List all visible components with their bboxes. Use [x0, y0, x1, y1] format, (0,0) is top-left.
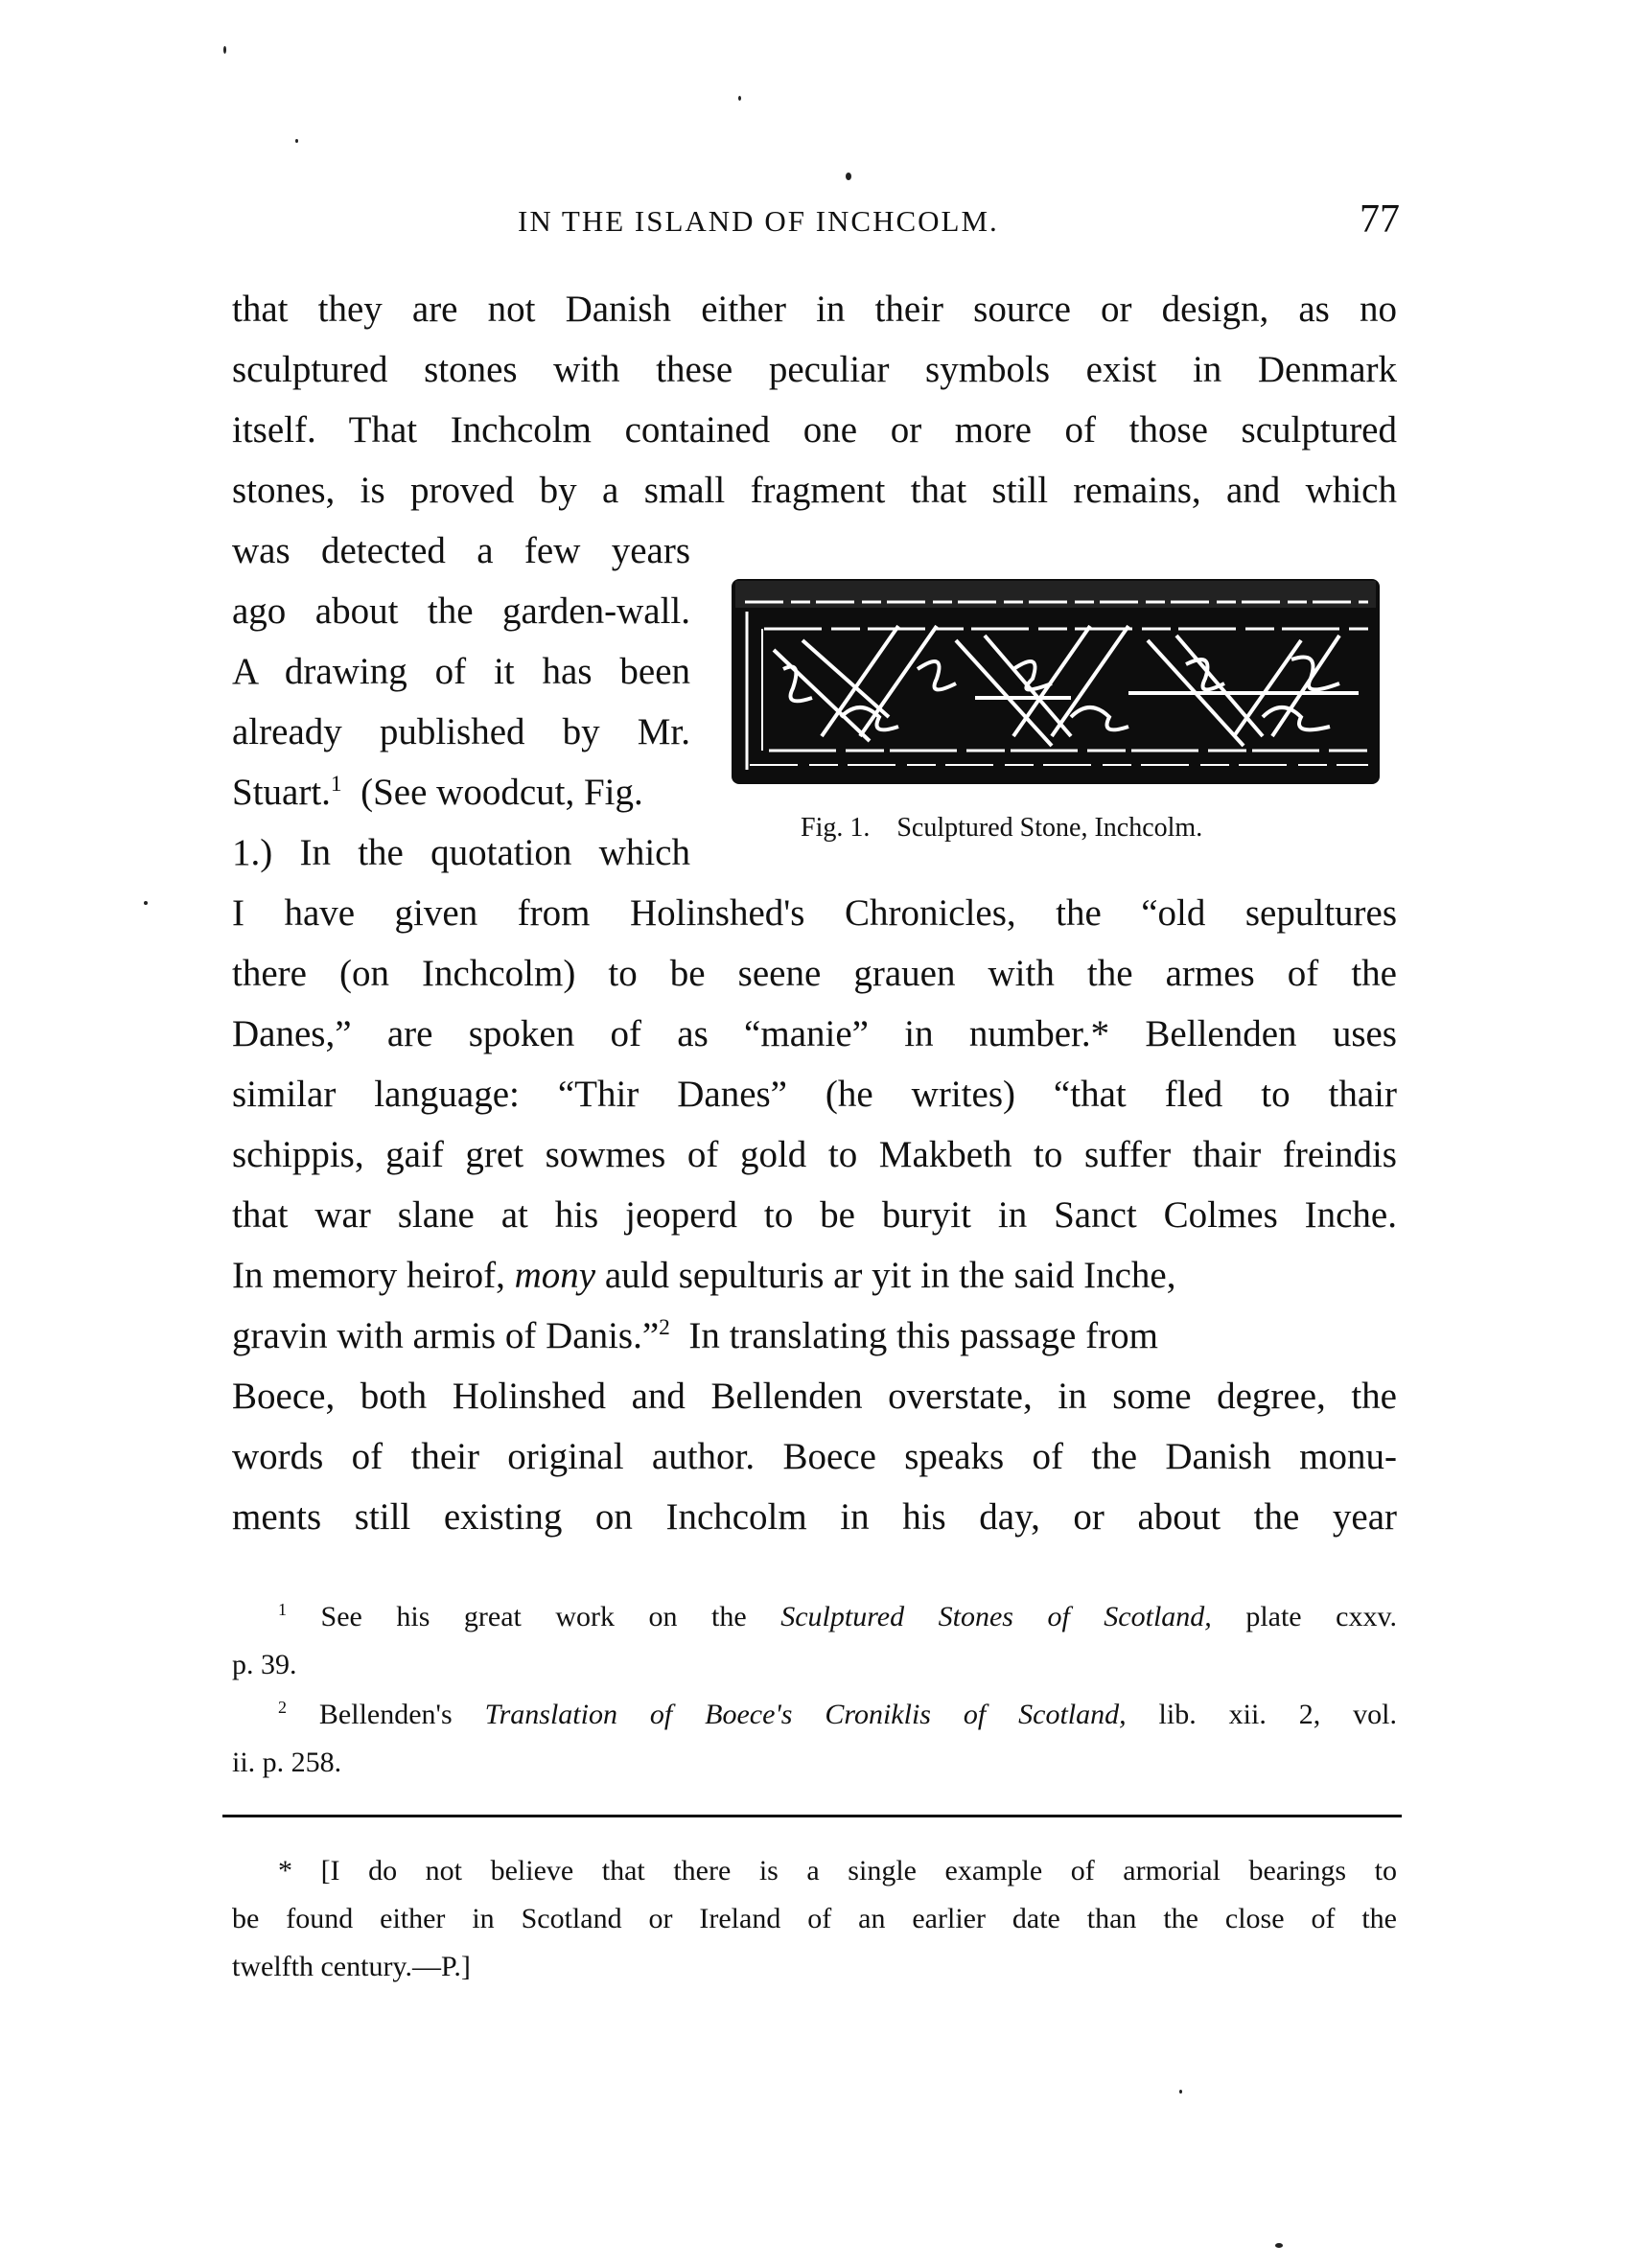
body-line: A drawing of it has been: [232, 651, 690, 692]
text: In translating this passage from: [669, 1315, 1158, 1356]
body-line: ments still existing on Inchcolm in his day, or about the year: [232, 1496, 1397, 1538]
body-line: 1.) In the quotation which: [232, 832, 690, 873]
text: In memory heirof,: [232, 1255, 505, 1296]
caption-text: Sculptured Stone, Inchcolm.: [896, 813, 1203, 843]
italic-word: mony: [514, 1255, 596, 1296]
sculptured-stone-figure: [726, 573, 1385, 792]
body-line: was detected a few years: [232, 530, 690, 571]
footnote-divider: [222, 1815, 1402, 1817]
editor-note-line: be found either in Scotland or Ireland of an earlier date than the close of the: [232, 1903, 1397, 1934]
speck: [144, 901, 148, 905]
text: plate cxxv.: [1211, 1601, 1398, 1632]
footnote-1: [278, 1601, 1397, 1633]
footnote-mark: 2: [278, 1698, 287, 1717]
text: Stuart.: [232, 772, 331, 813]
text: Bellenden's: [318, 1699, 485, 1730]
text: lib. xii. 2, vol.: [1126, 1699, 1397, 1730]
body-line: already published by Mr.: [232, 711, 690, 752]
text: gravin with armis of Danis.”: [232, 1315, 660, 1356]
running-title: IN THE ISLAND OF INCHCOLM.: [518, 204, 999, 238]
body-line: I have given from Holinshed's Chronicles, the “old sepultures: [232, 892, 1397, 934]
body-line: ago about the garden-wall.: [232, 590, 690, 632]
footnote-2: [278, 1699, 1397, 1731]
figure-caption: [801, 813, 1202, 844]
footnote-1-cont: p. 39.: [232, 1649, 297, 1680]
body-line: stones, is proved by a small fragment that still remains, and which: [232, 470, 1397, 511]
interlace-woodcut: [726, 573, 1385, 792]
editor-note-line: twelfth century.—P.]: [232, 1951, 471, 1982]
page-number: 77: [1360, 197, 1400, 242]
italic-title: Sculptured Stones of Scotland,: [780, 1601, 1212, 1632]
body-line: similar language: “Thir Danes” (he writes) “that fled to thair: [232, 1074, 1397, 1115]
text: See his great work on the: [320, 1601, 781, 1632]
body-line: Boece, both Holinshed and Bellenden overstate, in some degree, the: [232, 1376, 1397, 1417]
footnote-ref[interactable]: 2: [659, 1315, 670, 1340]
footnote-2-cont: ii. p. 258.: [232, 1747, 342, 1778]
body-line: sculptured stones with these peculiar symbols exist in Denmark: [232, 349, 1397, 390]
body-line: [232, 1254, 1397, 1297]
speck: [1179, 2090, 1182, 2094]
body-line: there (on Inchcolm) to be seene grauen with the armes of the: [232, 953, 1397, 994]
body-line: that they are not Danish either in their source or design, as no: [232, 289, 1397, 330]
page-header: [518, 197, 1400, 244]
footnote-ref[interactable]: 1: [330, 772, 342, 797]
body-line: schippis, gaif gret sowmes of gold to Makbeth to suffer thair freindis: [232, 1134, 1397, 1175]
body-line: [232, 771, 690, 814]
footnote-mark: 1: [278, 1600, 287, 1619]
body-line: that war slane at his jeoperd to be buryit in Sanct Colmes Inche.: [232, 1194, 1397, 1236]
text: auld sepulturis ar yit in the said Inche,: [595, 1255, 1176, 1296]
speck: [846, 173, 851, 180]
italic-title: Translation of Boece's Croniklis of Scotland,: [484, 1699, 1127, 1730]
speck: [738, 96, 741, 101]
body-line: [232, 1314, 1397, 1357]
speck: [223, 46, 226, 54]
body-line: Danes,” are spoken of as “manie” in number.* Bellenden uses: [232, 1013, 1397, 1054]
body-line: itself. That Inchcolm contained one or more of those sculptured: [232, 409, 1397, 451]
speck: [295, 139, 298, 143]
speck: [1275, 2243, 1283, 2248]
text: (See woodcut, Fig.: [341, 772, 643, 813]
caption-label: Fig. 1.: [801, 813, 871, 843]
body-line: words of their original author. Boece speaks of the Danish monu-: [232, 1436, 1397, 1477]
editor-note-line: * [I do not believe that there is a single example of armorial bearings to: [278, 1855, 1397, 1886]
